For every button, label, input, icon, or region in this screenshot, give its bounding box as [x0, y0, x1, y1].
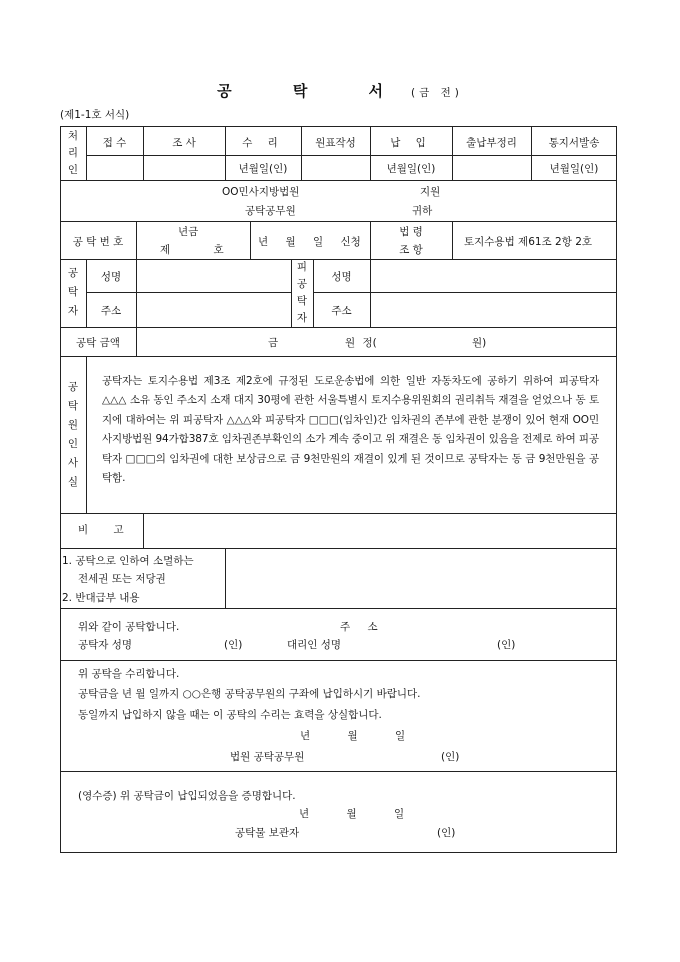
receipt-custodian: 공탁물 보관자	[235, 827, 300, 839]
declaration-line1: 위와 같이 공탁합니다.	[78, 621, 180, 633]
acceptance-date: 년 월 일	[300, 730, 406, 742]
cause-text: 공탁자는 토지수용법 제3조 제2호에 규정된 도로운송법에 의한 일반 자동차도에 공하기 위하여 피공탁자 △△△ 소유 동인 주소지 소재 대지 30평에 관한 서울특별시 토지수용위원회의 권리취득 재결을 얻었으나 동 토지에 대하여는 위 피공탁자 △△△와 피공탁자 □□□(임차인)간 임차권의 존부에 관한 분쟁이 있어 현재 OO민사지방법원 94가합387호 임차권존부확인의 소가 계속 중이고 위 재결은 동 임차권이 있음을 전제로 하여 피공탁자 □□□의 임차권에 대한 보상금으로 금 9천만원의 재결이 있게 된 것이므로 공탁자는 동 금 9천만원을 공탁함.	[102, 375, 599, 485]
acceptance-line3: 동일까지 납입하지 않을 때는 이 공탁의 수리는 효력을 상실합니다.	[78, 709, 382, 721]
col-notice: 통지서발송	[548, 137, 600, 149]
date-cell-acceptance: 년월일(인)	[238, 163, 288, 175]
col-investigation: 조 사	[172, 137, 196, 149]
depositor-name-label: 성명	[100, 271, 122, 283]
year-number-top: 년금	[178, 226, 199, 238]
declaration-seal: (인)	[224, 639, 243, 651]
amount-label: 공탁 금액	[76, 337, 120, 349]
receipt-line1: (영수증) 위 공탁금이 납입되었음을 증명합니다.	[78, 790, 296, 802]
col-ledger: 원표작성	[315, 137, 356, 149]
addressee-branch: 지원	[420, 186, 441, 198]
cause-label	[60, 378, 86, 492]
year-number-bottom: 제 호	[160, 244, 224, 256]
addressee-court: OO민사지방법원	[222, 186, 300, 198]
title-main: 공 탁 서	[217, 82, 412, 100]
law-value: 토지수용법 제61조 2항 2호	[464, 236, 593, 248]
extinguish-line1: 1. 공탁으로 인하여 소멸하는	[62, 555, 194, 567]
law-label-top: 법 령	[399, 226, 423, 238]
deposit-number-label: 공 탁 번 호	[72, 236, 124, 248]
date-cell-notice: 년월일(인)	[549, 163, 599, 175]
receipt-date: 년 월 일	[299, 808, 405, 820]
acceptance-line1: 위 공탁을 수리합니다.	[78, 668, 180, 680]
amount-gold: 금	[268, 337, 279, 349]
document-title	[0, 80, 680, 101]
depositor-label	[60, 264, 86, 321]
addressee-honorific: 귀하	[412, 205, 433, 217]
declaration-agent-name: 대리인 성명	[287, 639, 342, 651]
extinguish-line2: 전세권 또는 저당권	[78, 573, 166, 585]
processor-label	[60, 128, 86, 179]
apply-date: 년 월 일 신청	[258, 236, 361, 248]
declaration-depositor-name: 공탁자 성명	[78, 639, 133, 651]
depositor-address-label: 주소	[100, 305, 122, 317]
law-label-bottom: 조 항	[399, 244, 423, 256]
col-payment: 납 입	[390, 137, 432, 149]
cause-label-text: 공탁원인사실	[67, 381, 79, 488]
amount-won: 원 정(	[345, 337, 377, 349]
depositee-label-text: 피공탁자	[296, 261, 308, 324]
col-cashbook: 출납부정리	[466, 137, 517, 149]
depositee-label	[291, 259, 313, 327]
acceptance-line2: 공탁금을 년 월 일까지 ○○은행 공탁공무원의 구좌에 납입하시기 바랍니다.	[78, 688, 421, 700]
date-cell-payment: 년월일(인)	[386, 163, 436, 175]
processor-label-text: 처리인	[67, 130, 79, 176]
acceptance-officer: 법원 공탁공무원	[230, 751, 305, 763]
depositee-address-label: 주소	[331, 305, 352, 317]
form-number: (제1-1호 서식)	[60, 109, 130, 121]
depositee-name-label: 성명	[331, 271, 352, 283]
receipt-seal: (인)	[437, 827, 456, 839]
col-acceptance: 수 리	[242, 137, 284, 149]
remarks-label: 비 고	[78, 524, 124, 536]
declaration-seal-2: (인)	[497, 639, 516, 651]
declaration-address: 주 소	[340, 621, 378, 633]
amount-won-close: 원)	[472, 337, 487, 349]
title-sub: (금 전)	[411, 87, 463, 99]
addressee-officer: 공탁공무원	[245, 205, 296, 217]
col-receipt: 접 수	[102, 137, 127, 149]
extinguish-line3: 2. 반대급부 내용	[62, 592, 140, 604]
acceptance-seal: (인)	[441, 751, 460, 763]
depositor-label-text: 공탁자	[67, 267, 79, 317]
